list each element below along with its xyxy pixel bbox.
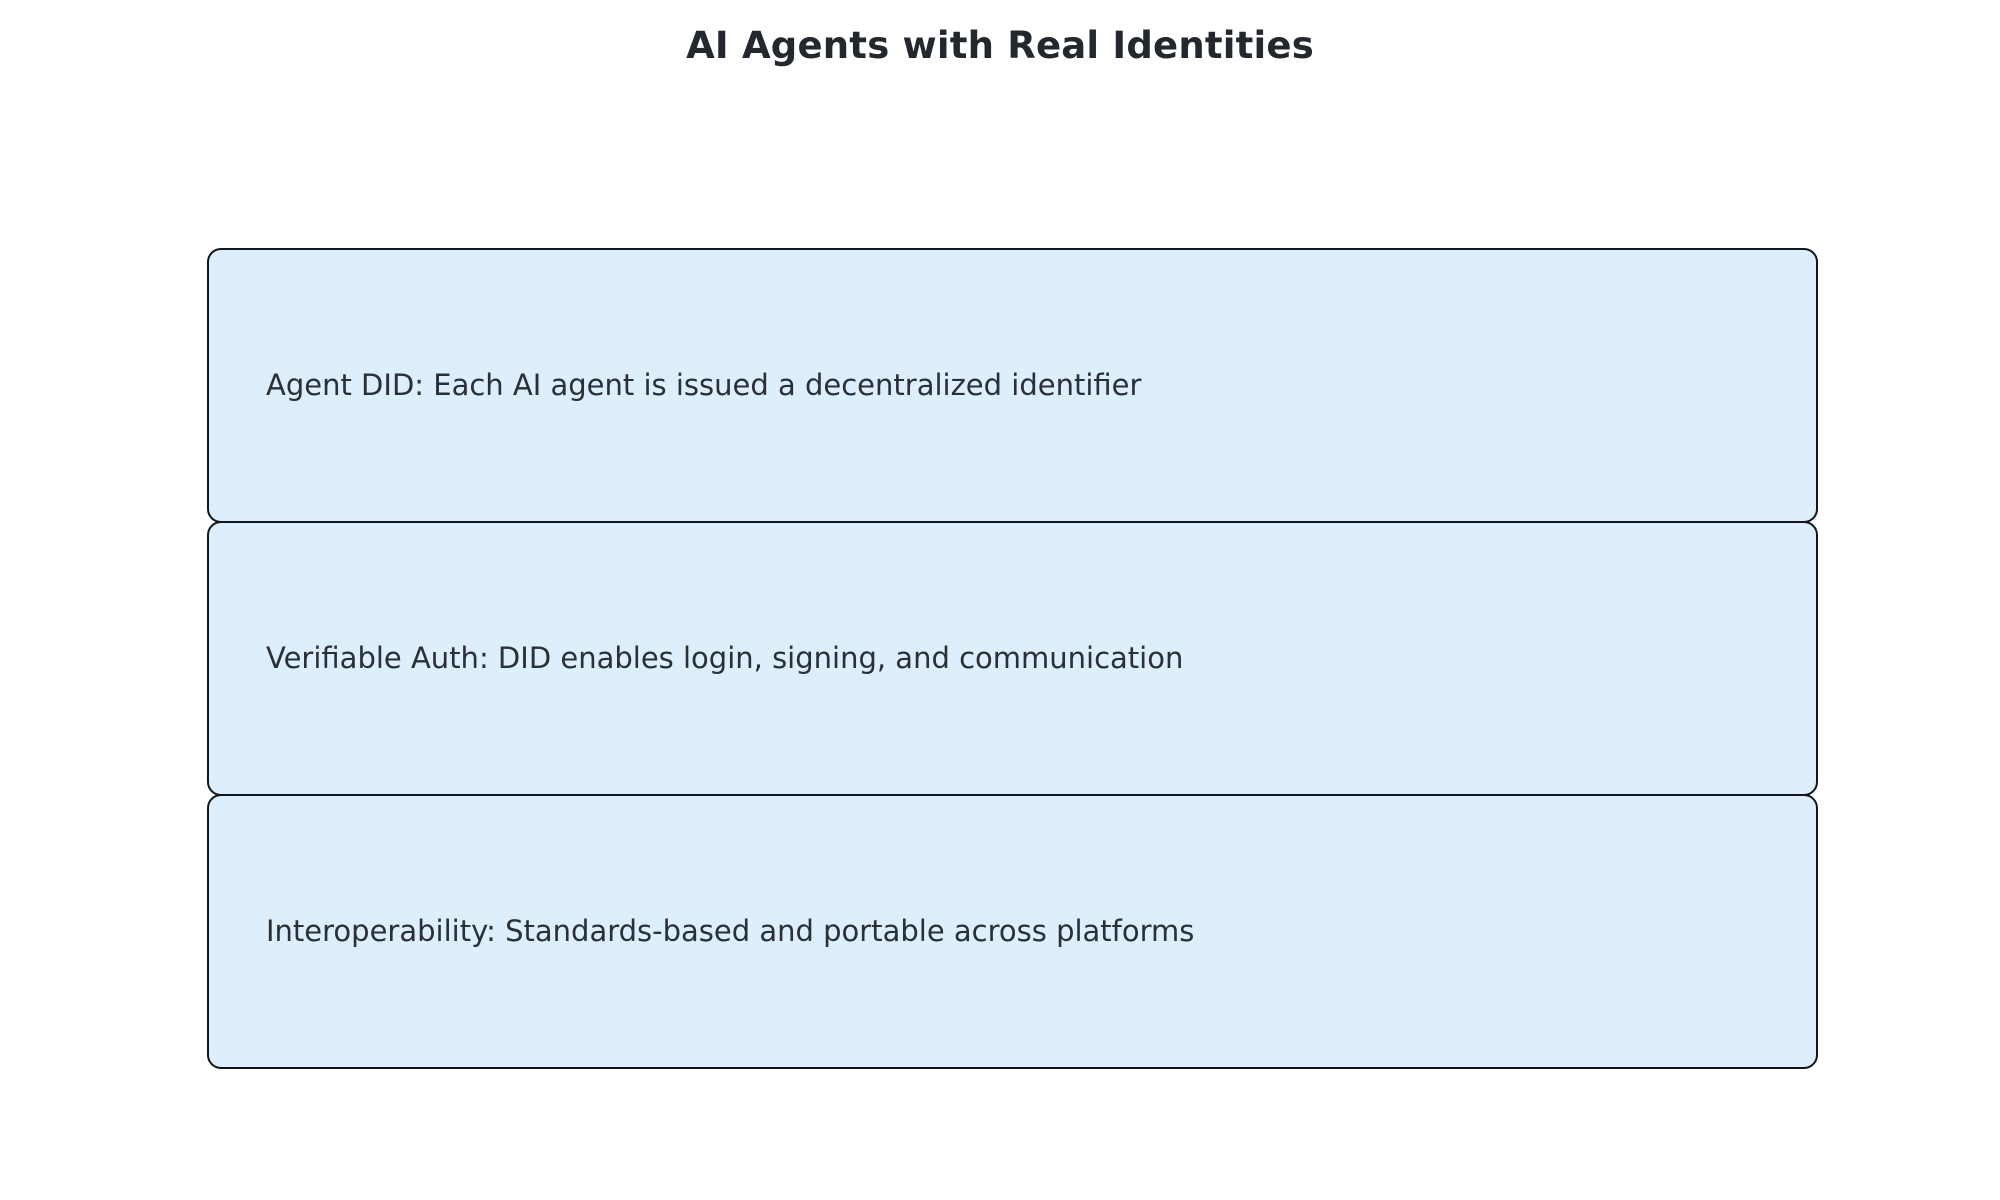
diagram-node-label: Interoperability: Standards-based and portable across platforms bbox=[266, 914, 1195, 949]
diagram-container bbox=[207, 248, 1818, 1069]
diagram-node-verifiable-auth[interactable] bbox=[207, 521, 1818, 796]
diagram-node-label: Agent DID: Each AI agent is issued a decentralized identifier bbox=[266, 368, 1142, 403]
diagram-node-label: Verifiable Auth: DID enables login, signing, and communication bbox=[266, 641, 1184, 676]
page-title: AI Agents with Real Identities bbox=[686, 24, 1314, 67]
diagram-node-interoperability[interactable] bbox=[207, 794, 1818, 1069]
diagram-node-agent-did[interactable] bbox=[207, 248, 1818, 523]
